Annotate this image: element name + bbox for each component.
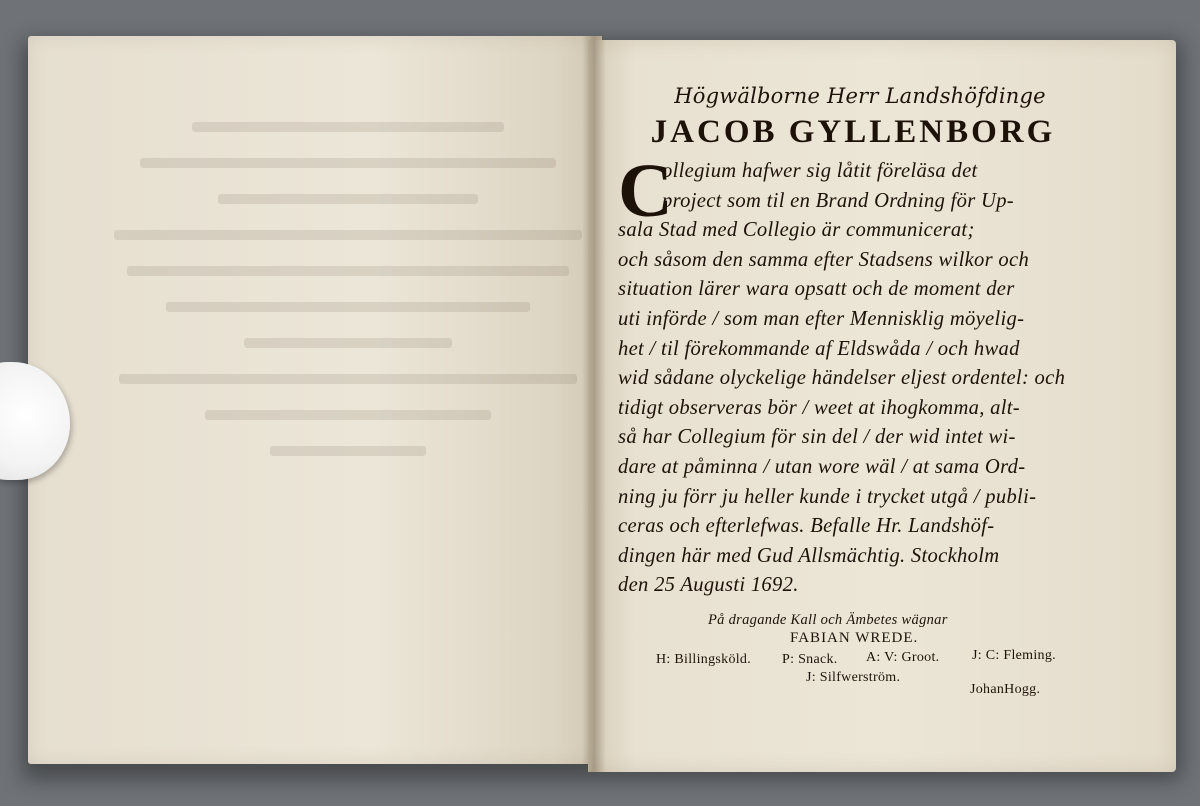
body-line: wid sådane olyckelige händelser eljest ordentel: och: [618, 367, 1066, 390]
book-gutter: [582, 36, 606, 772]
salutation: Högwälborne Herr Landshöfdinge: [674, 84, 1046, 108]
letter-body: [618, 149, 1088, 601]
body-line: situation lärer wara opsatt och de moment der: [618, 278, 1015, 301]
cosigner: H: Billingsköld.: [656, 652, 752, 667]
body-line: tidigt observeras bör / weet at ihogkomma, alt-: [618, 396, 1020, 419]
cosigner: J: C: Fleming.: [972, 648, 1056, 663]
drop-cap: C: [618, 149, 673, 233]
body-line: project som til en Brand Ordning för Up-: [662, 189, 1014, 212]
body-line: sala Stad med Collegio är communicerat;: [618, 219, 975, 242]
body-line: dingen här med Gud Allsmächtig. Stockholm: [618, 544, 1000, 567]
left-page: [28, 36, 602, 764]
addressee-name: JACOB GYLLENBORG: [650, 114, 1056, 150]
cosigner: A: V: Groot.: [866, 650, 940, 665]
body-line: och såsom den samma efter Stadsens wilkor och: [618, 248, 1030, 271]
body-line: ollegium hafwer sig låtit föreläsa det: [662, 160, 978, 182]
cosigner: J: Silfwerström.: [806, 670, 901, 685]
secretary-name: JohanHogg.: [970, 682, 1041, 697]
body-line: ning ju förr ju heller kunde i trycket utgå / publi-: [618, 485, 1037, 508]
body-line: het / til förekommande af Eldswåda / och hwad: [618, 337, 1020, 360]
body-line: så har Collegium för sin del / der wid intet wi-: [618, 426, 1016, 449]
printed-letter: [618, 84, 1088, 601]
signatory-name: FABIAN WREDE.: [790, 630, 919, 646]
body-line-date: den 25 Augusti 1692.: [618, 574, 799, 597]
body-line: ceras och efterlefwas. Befalle Hr. Landshöf-: [618, 515, 995, 538]
cosigner: P: Snack.: [782, 652, 838, 667]
body-line: uti införde / som man efter Mennisklig möyelig-: [618, 307, 1025, 330]
body-line: dare at påminna / utan wore wäl / at sama Ord-: [618, 455, 1026, 478]
signature-intro: På dragande Kall och Ämbetes wägnar: [708, 612, 948, 628]
show-through-print: [88, 96, 608, 776]
